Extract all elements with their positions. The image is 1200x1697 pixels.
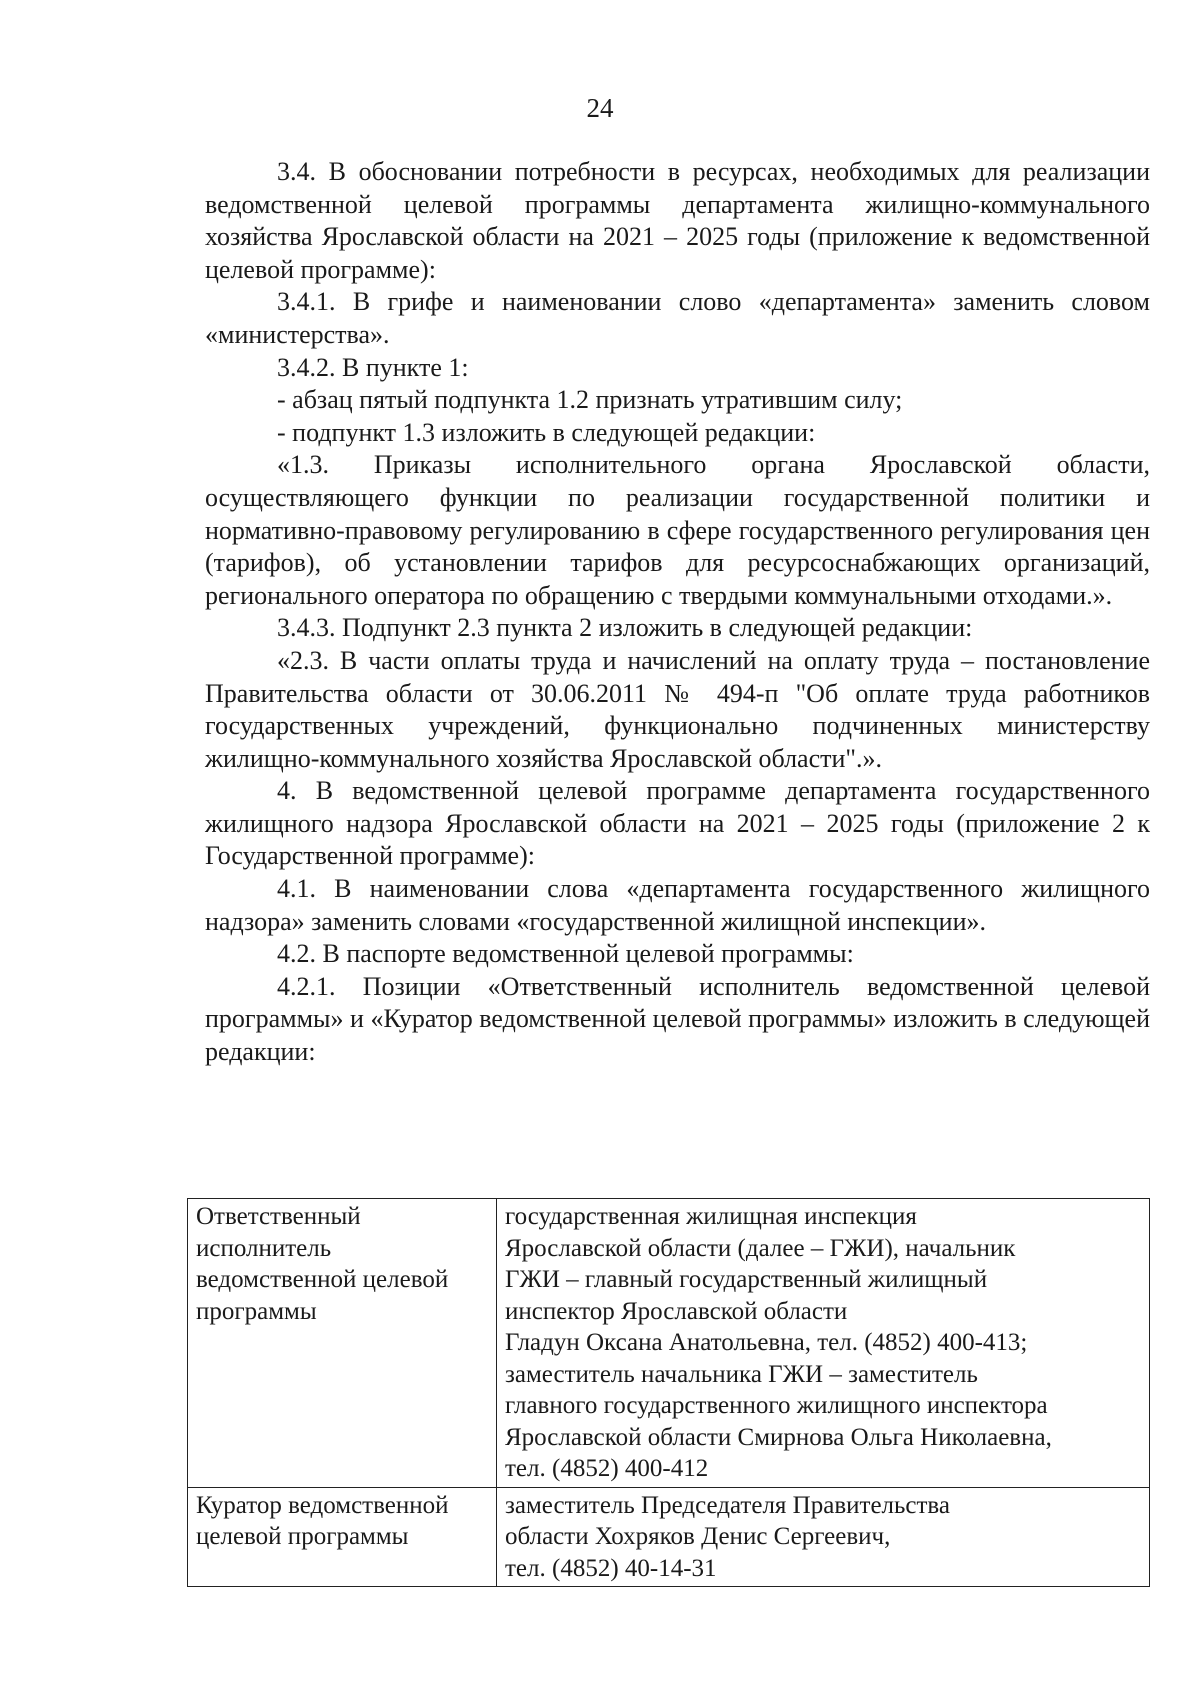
paragraph-4: 4. В ведомственной целевой программе департамента государственного жилищного надзора Ярославской области на 2021 – 2025 годы (приложение 2 к Государственной программе):: [205, 776, 1150, 871]
table-cell-line: Ярославской области Смирнова Ольга Николаевна,: [505, 1423, 1052, 1451]
table-row: [188, 1487, 1150, 1587]
table-cell-line: ГЖИ – главный государственный жилищный: [505, 1266, 988, 1293]
table-row: [188, 1199, 1150, 1488]
table-cell-line: Ответственный: [196, 1203, 361, 1230]
document-body: [205, 156, 1150, 1069]
table-cell-line: тел. (4852) 400-412: [505, 1455, 709, 1482]
table-value-cell: [497, 1199, 1150, 1488]
table-cell-line: Гладун Оксана Анатольевна, тел. (4852) 400-413;: [505, 1329, 1028, 1356]
table-cell-line: заместитель начальника ГЖИ – заместитель: [505, 1360, 978, 1388]
table-cell-line: заместитель Председателя Правительства: [505, 1491, 951, 1519]
table-cell-line: целевой программы: [196, 1523, 409, 1550]
table-cell-line: Ярославской области (далее – ГЖИ), начальник: [505, 1234, 1016, 1262]
table-cell-line: государственная жилищная инспекция: [505, 1203, 917, 1230]
table-cell-line: главного государственного жилищного инспектора: [505, 1392, 1048, 1419]
paragraph-4-2: 4.2. В паспорте ведомственной целевой программы:: [277, 939, 854, 969]
paragraph-4-1: 4.1. В наименовании слова «департамента государственного жилищного надзора» заменить словами «государственной жилищной инспекции».: [205, 874, 1150, 936]
table-cell-line: Куратор ведомственной: [196, 1491, 449, 1519]
paragraph-quote-1-3: «1.3. Приказы исполнительного органа Ярославской области, осуществляющего функции по реализации государственной политики и нормативно-правовому регулированию в сфере государственного регулирования цен (тарифов), об установлении тарифов для ресурсоснабжающих организаций, регионального оператора по обращению с твердыми коммунальными отходами.».: [205, 450, 1150, 610]
table-cell-line: тел. (4852) 40-14-31: [505, 1554, 717, 1582]
table-cell-line: области Хохряков Денис Сергеевич,: [505, 1523, 891, 1550]
paragraph-quote-2-3: «2.3. В части оплаты труда и начислений на оплату труда – постановление Правительства области от 30.06.2011 № 494-п "Об оплате труда работников государственных учреждений, функционально подчиненных министерству жилищно-коммунального хозяйства Ярославской области".».: [205, 645, 1150, 773]
table-label-cell: [188, 1487, 497, 1587]
table-label-cell: [188, 1199, 497, 1488]
paragraph-3-4: 3.4. В обосновании потребности в ресурсах, необходимых для реализации ведомственной целевой программы департамента жилищно-коммунального хозяйства Ярославской области на 2021 – 2025 годы (приложение к ведомственной целевой программе):: [205, 157, 1150, 284]
passport-table: [187, 1198, 1150, 1587]
table-cell-line: инспектор Ярославской области: [505, 1297, 848, 1325]
page-number: 24: [586, 93, 614, 123]
table-cell-line: исполнитель: [196, 1234, 332, 1262]
table-value-cell: [497, 1487, 1150, 1587]
paragraph-item-1-3: - подпункт 1.3 изложить в следующей редакции:: [277, 417, 816, 447]
paragraph-item-1-2: - абзац пятый подпункта 1.2 признать утратившим силу;: [277, 385, 903, 415]
table-cell-line: ведомственной целевой: [196, 1266, 449, 1293]
table-cell-line: программы: [196, 1297, 317, 1325]
paragraph-4-2-1: 4.2.1. Позиции «Ответственный исполнитель ведомственной целевой программы» и «Куратор ведомственной целевой программы» изложить в следующей редакции:: [205, 971, 1150, 1067]
paragraph-3-4-1: 3.4.1. В грифе и наименовании слово «департамента» заменить словом «министерства».: [205, 287, 1150, 349]
paragraph-3-4-3: 3.4.3. Подпункт 2.3 пункта 2 изложить в следующей редакции:: [277, 613, 973, 643]
paragraph-3-4-2: 3.4.2. В пункте 1:: [277, 352, 469, 382]
